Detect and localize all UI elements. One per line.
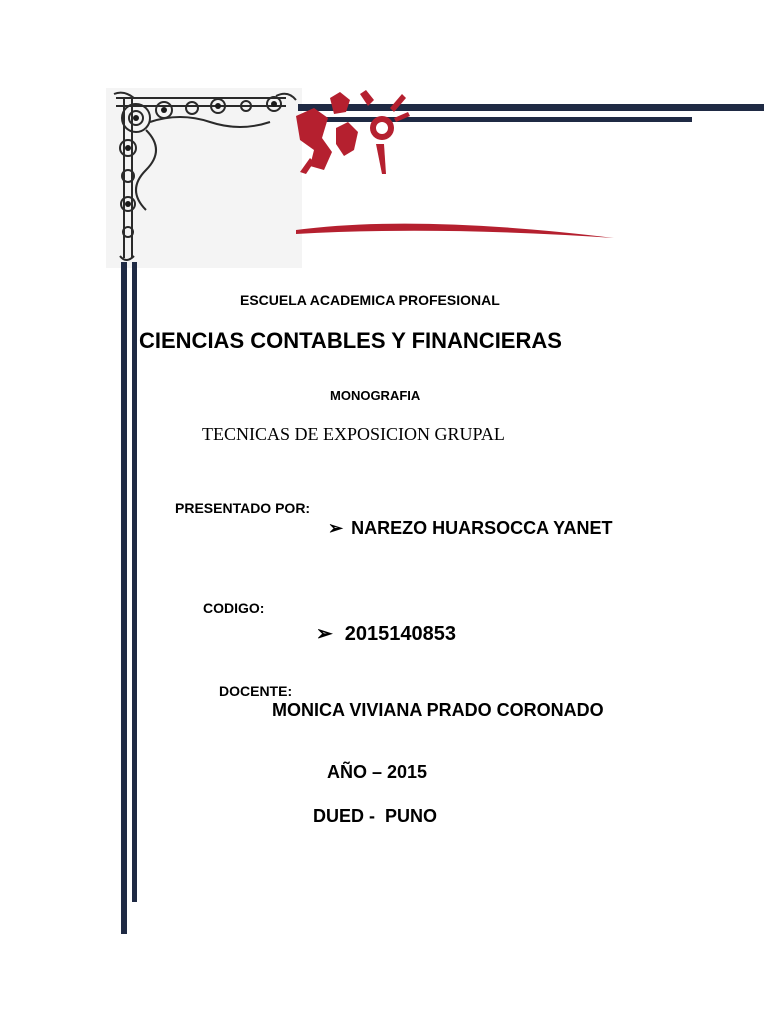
arrow-bullet-icon: ➢ <box>328 518 344 538</box>
teacher-name: MONICA VIVIANA PRADO CORONADO <box>272 700 604 720</box>
arrow-bullet-icon: ➢ <box>316 623 333 645</box>
year-line: AÑO – 2015 <box>327 762 428 782</box>
faculty-title: CIENCIAS CONTABLES Y FINANCIERAS <box>139 328 562 353</box>
document-title: TECNICAS DE EXPOSICION GRUPAL <box>202 424 505 444</box>
school-line: ESCUELA ACADEMICA PROFESIONAL <box>240 292 500 308</box>
ornamental-corner-icon <box>106 88 302 268</box>
presenter-name: NAREZO HUARSOCCA YANET <box>351 518 613 538</box>
left-rule-inner <box>132 262 137 902</box>
code-value-row <box>316 621 456 646</box>
code-label: CODIGO: <box>203 600 265 616</box>
teacher-label: DOCENTE: <box>219 683 293 699</box>
presented-by-label: PRESENTADO POR: <box>175 500 311 516</box>
red-swoosh <box>296 218 616 240</box>
university-crest-icon <box>290 88 410 188</box>
presenter-name-row <box>328 518 612 539</box>
left-rule-outer <box>121 262 127 934</box>
code-value: 2015140853 <box>344 623 456 645</box>
place-line: DUED - PUNO <box>313 806 438 826</box>
document-type: MONOGRAFIA <box>330 388 421 403</box>
